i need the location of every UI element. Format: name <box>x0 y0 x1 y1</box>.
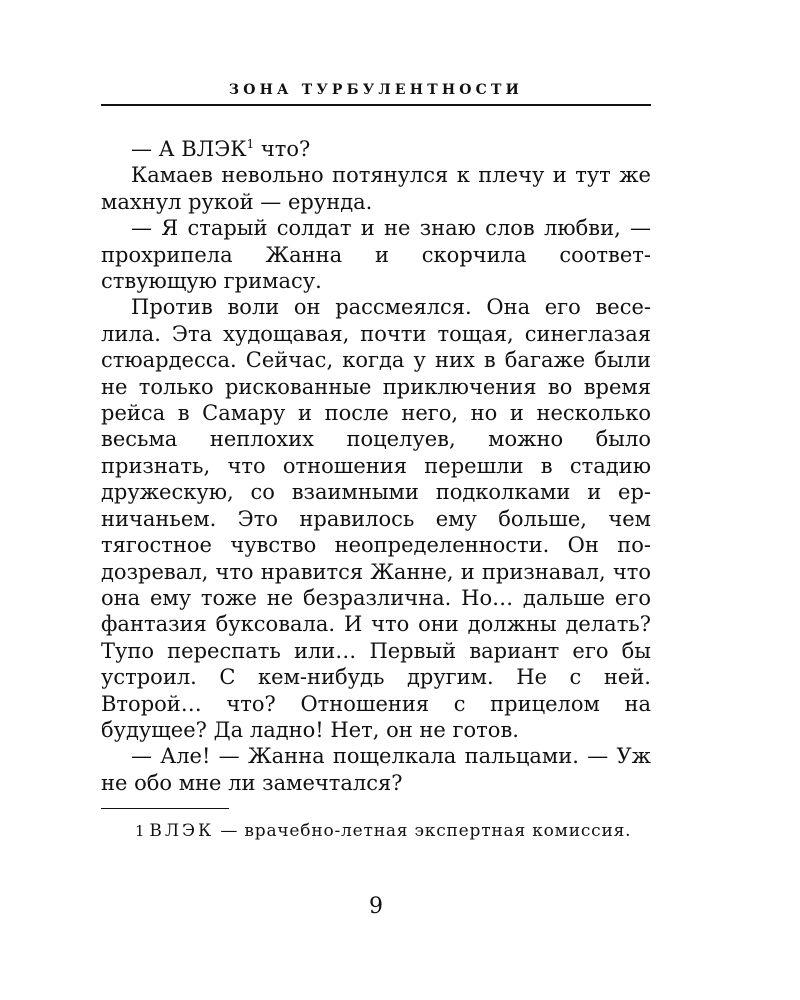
paragraph-dialogue-vlek <box>101 136 651 162</box>
header-rule <box>101 104 651 106</box>
footnote-mark: 1 <box>135 822 146 840</box>
footnote <box>101 818 651 844</box>
body-text <box>101 136 651 796</box>
footnote-definition: — врачебно-летная экспертная комиссия. <box>214 821 632 841</box>
paragraph: — Я старый солдат и не знаю слов любви, — прохрипела Жанна и скорчила соответствующую гримасу. <box>101 216 651 294</box>
paragraph: Против воли он рассмеялся. Она его веселила. Эта худощавая, почти тощая, синеглазая стюардесса. Сейчас, когда у них в багаже были не только рискованные приключения во время рейса в Самару и после него, но и несколько весьма неплохих поцелуев, можно было признать, что отношения перешли в стадию дружескую, со взаимными подколками и ерничаньем. Это нравилось ему больше, чем тягостное чувство неопределенности. Он подозревал, что нравится Жанне, и признавал, что она ему тоже не безразлична. Но… дальше его фантазия буксовала. И что они должны делать? Тупо переспать или… Первый вариант его бы устроил. С кем-нибудь другим. Не с ней. Второй… что? Отношения с прицелом на будущее? Да ладно! Нет, он не готов. <box>101 295 651 742</box>
footnote-term: ВЛЭК <box>149 821 215 841</box>
paragraph: — Але! — Жанна пощелкала пальцами. — Уж не обо мне ли замечтался? <box>101 744 651 795</box>
dialogue-line-end: что? <box>254 137 311 161</box>
page-number: 9 <box>369 894 383 919</box>
running-head: ЗОНА ТУРБУЛЕНТНОСТИ <box>228 82 524 98</box>
dialogue-line-start: — А ВЛЭК <box>131 137 247 161</box>
paragraph: Камаев невольно потянулся к плечу и тут же махнул рукой — ерунда. <box>101 163 651 214</box>
footnote-rule <box>101 808 229 809</box>
footnote-reference: 1 <box>246 137 255 151</box>
